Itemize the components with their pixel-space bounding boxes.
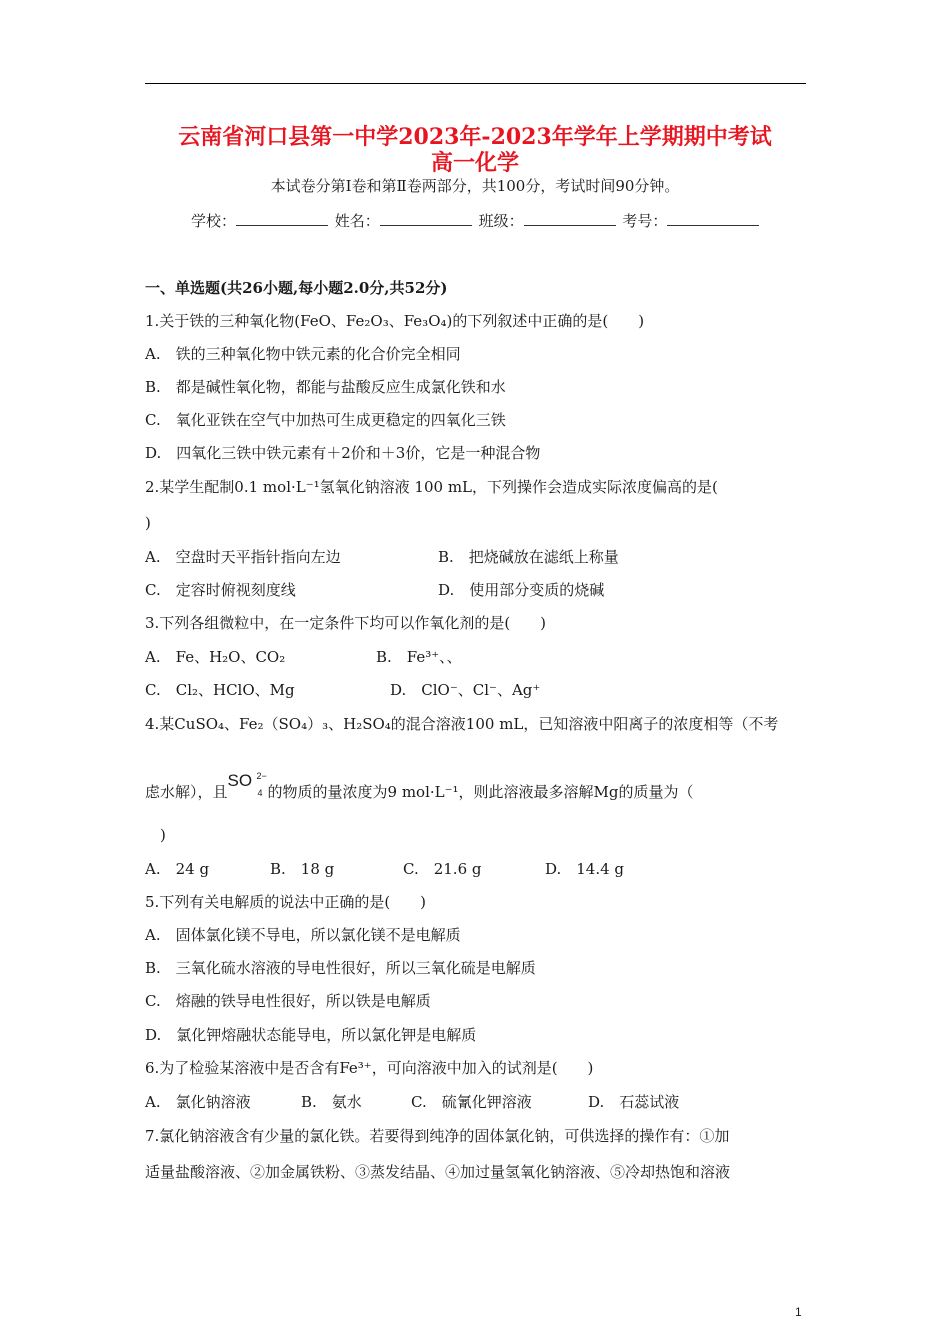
question-1-option-d: D. 四氧化三铁中铁元素有＋2价和＋3价，它是一种混合物 xyxy=(145,444,541,462)
page-number: 1 xyxy=(795,1305,802,1319)
question-1-option-b: B. 都是碱性氧化物，都能与盐酸反应生成氯化铁和水 xyxy=(145,378,506,396)
name-blank xyxy=(380,211,472,226)
exam-subject: 高一化学 xyxy=(430,150,519,176)
question-2-stem-cont: ) xyxy=(145,514,151,532)
question-4-option-a: A. 24 g xyxy=(145,860,210,878)
question-2-option-b: B. 把烧碱放在滤纸上称量 xyxy=(438,548,619,566)
question-6-option-d: D. 石蕊试液 xyxy=(588,1093,680,1111)
question-2-option-a: A. 空盘时天平指针指向左边 xyxy=(145,548,341,566)
question-4-stem-line2 xyxy=(145,771,694,803)
question-4-option-d: D. 14.4 g xyxy=(545,860,625,878)
question-4-stem-cont: ) xyxy=(160,826,166,844)
school-blank xyxy=(236,211,328,226)
question-1-option-a: A. 铁的三种氧化物中铁元素的化合价完全相同 xyxy=(145,345,461,363)
sulfate-ion-formula: SO 2− 4 xyxy=(227,771,267,798)
question-6-option-c: C. 硫氰化钾溶液 xyxy=(411,1093,532,1111)
question-2-option-c: C. 定容时俯视刻度线 xyxy=(145,581,296,599)
question-5-option-c: C. 熔融的铁导电性很好，所以铁是电解质 xyxy=(145,992,431,1010)
header-rule xyxy=(145,83,806,84)
question-6-option-b: B. 氨水 xyxy=(301,1093,362,1111)
exam-no-label: 考号： xyxy=(622,212,668,230)
question-2-stem: 2.某学生配制0.1 mol·L⁻¹氢氧化钠溶液 100 mL，下列操作会造成实际浓度偏高的是( xyxy=(145,478,718,496)
question-5-stem: 5.下列有关电解质的说法中正确的是( ) xyxy=(145,893,427,911)
question-4-line2-pre: 虑水解），且 xyxy=(145,783,228,801)
question-3-option-a: A. Fe、H₂O、CO₂ xyxy=(145,648,286,666)
exam-title: 云南省河口县第一中学2023年-2023年学年上学期期中考试 xyxy=(178,124,772,150)
question-5-option-d: D. 氯化钾熔融状态能导电，所以氯化钾是电解质 xyxy=(145,1026,477,1044)
question-3-option-d: D. ClO⁻、Cl⁻、Ag⁺ xyxy=(390,681,541,699)
question-4-line2-post: 的物质的量浓度为9 mol·L⁻¹，则此溶液最多溶解Mg的质量为（ xyxy=(267,783,694,801)
question-7-line2: 适量盐酸溶液、②加金属铁粉、③蒸发结晶、④加过量氢氧化钠溶液、⑤冷却热饱和溶液 xyxy=(145,1163,731,1181)
class-blank xyxy=(524,211,616,226)
exam-no-blank xyxy=(667,211,759,226)
section-title: 一、单选题(共26小题,每小题2.0分,共52分) xyxy=(145,279,448,297)
question-7-line1: 7.氯化钠溶液含有少量的氯化铁。若要得到纯净的固体氯化钠，可供选择的操作有：①加 xyxy=(145,1127,730,1145)
question-1-stem: 1.关于铁的三种氧化物(FeO、Fe₂O₃、Fe₃O₄)的下列叙述中正确的是( ) xyxy=(145,312,645,330)
question-3-stem: 3.下列各组微粒中，在一定条件下均可以作氧化剂的是( ) xyxy=(145,614,547,632)
question-4-option-c: C. 21.6 g xyxy=(403,860,482,878)
school-label: 学校： xyxy=(191,212,237,230)
name-label: 姓名： xyxy=(334,212,380,230)
question-4-option-b: B. 18 g xyxy=(270,860,335,878)
question-4-stem: 4.某CuSO₄、Fe₂（SO₄）₃、H₂SO₄的混合溶液100 mL，已知溶液中阳离子的浓度相等（不考 xyxy=(145,715,779,733)
question-2-option-d: D. 使用部分变质的烧碱 xyxy=(438,581,605,599)
question-1-option-c: C. 氧化亚铁在空气中加热可生成更稳定的四氧化三铁 xyxy=(145,411,506,429)
question-3-option-c: C. Cl₂、HClO、Mg xyxy=(145,681,295,699)
exam-intro: 本试卷分第Ⅰ卷和第Ⅱ卷两部分，共100分，考试时间90分钟。 xyxy=(270,177,680,195)
student-info-line xyxy=(191,211,761,231)
question-6-option-a: A. 氯化钠溶液 xyxy=(145,1093,251,1111)
question-6-stem: 6.为了检验某溶液中是否含有Fe³⁺，可向溶液中加入的试剂是( ) xyxy=(145,1059,594,1077)
class-label: 班级： xyxy=(478,212,524,230)
question-3-option-b: B. Fe³⁺、、 xyxy=(376,648,462,666)
question-5-option-a: A. 固体氯化镁不导电，所以氯化镁不是电解质 xyxy=(145,926,461,944)
question-5-option-b: B. 三氧化硫水溶液的导电性很好，所以三氧化硫是电解质 xyxy=(145,959,536,977)
